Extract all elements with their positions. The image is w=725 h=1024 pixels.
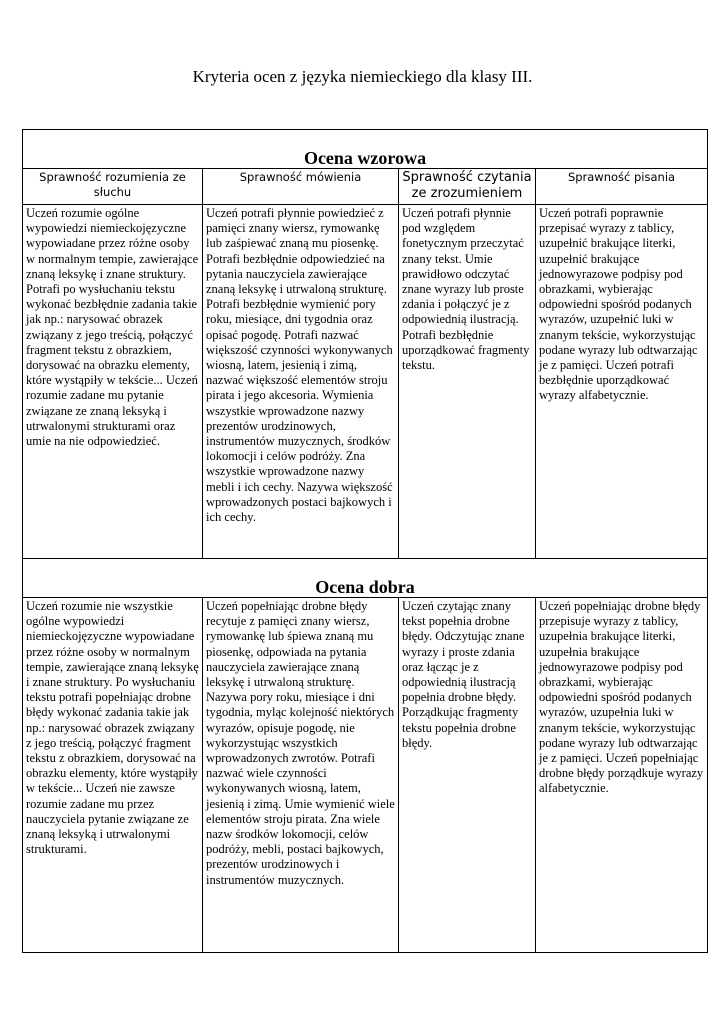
header-reading: Sprawność czytania ze zrozumieniem xyxy=(399,169,536,205)
table-cell: Uczeń czytając znany tekst popełnia drobne błędy. Odczytując znane wyrazy i proste zdania oraz łącząc je z odpowiednią ilustracją popełnia drobne błędy. Porządkując fragmenty tekstu popełnia drobne błędy. xyxy=(399,598,536,953)
section-row-excellent xyxy=(23,130,708,169)
header-row xyxy=(23,169,708,205)
table-row xyxy=(23,598,708,953)
table-cell: Uczeń popełniając drobne błędy recytuje z pamięci znany wiersz, rymowankę lub śpiewa znaną mu piosenkę, odpowiada na pytania nauczyciela zawierające znaną leksykę i utrwaloną strukturę. Nazywa pory roku, miesiące i dni tygodnia, myląc kolejność niektórych wyrazów, opisuje pogodę, nie wykorzystując wszystkich wprowadzonych zwrotów. Potrafi nazwać wiele czynności wykonywanych wiosną, latem, jesienią i zimą. Umie wymienić wiele elementów stroju pirata. Zna wiele nazw środków lokomocji, celów podróży, mebli, postaci bajkowych, prezentów urodzinowych i instrumentów muzycznych. xyxy=(203,598,399,953)
table-cell: Uczeń rozumie nie wszystkie ogólne wypowiedzi niemieckojęzyczne wypowiadane przez różne osoby w normalnym tempie, zawierające znaną leksykę i znane struktury. Po wysłuchaniu tekstu potrafi popełniając drobne błędy wykonać zadania takie jak np.: narysować obrazek związany z jego treścią, połączyć fragment tekstu z obrazkiem, dorysować na obrazku elementy, które wystąpiły w tekście... Uczeń nie zawsze rozumie zadane mu przez nauczyciela pytanie związane ze znaną leksyką i utrwalonymi strukturami. xyxy=(23,598,203,953)
page-title: Kryteria ocen z języka niemieckiego dla klasy III. xyxy=(192,67,533,86)
section-row-good xyxy=(23,559,708,598)
header-writing: Sprawność pisania xyxy=(536,169,708,205)
section-title: Ocena dobra xyxy=(23,559,708,598)
table-cell: Uczeń potrafi poprawnie przepisać wyrazy z tablicy, uzupełnić brakujące literki, uzupełnić brakujące jednowyrazowe podpisy pod obrazkami, wybierając odpowiedni spośród podanych wyrazów, uzupełnić luki w znanym tekście, wykorzystując podane wyrazy lub odtwarzając je z pamięci. Uczeń potrafi bezbłędnie uporządkować wyrazy alfabetycznie. xyxy=(536,205,708,559)
section-title: Ocena wzorowa xyxy=(23,130,708,169)
table-cell: Uczeń popełniając drobne błędy przepisuje wyrazy z tablicy, uzupełnia brakujące literki, uzupełnia brakujące jednowyrazowe podpisy pod obrazkami, wybierając odpowiedni spośród podanych wyrazów, uzupełnia luki w znanym tekście, wykorzystując podane wyrazy lub odtwarzając je z pamięci. Uczeń popełniając drobne błędy porządkuje wyrazy alfabetycznie. xyxy=(536,598,708,953)
table-row xyxy=(23,205,708,559)
table-cell: Uczeń rozumie ogólne wypowiedzi niemieckojęzyczne wypowiadane przez różne osoby w normalnym tempie, zawierające znaną leksykę i znane struktury. Potrafi po wysłuchaniu tekstu wykonać bezbłędnie zadania takie jak np.: narysować obrazek związany z jego treścią, połączyć fragment tekstu z obrazkiem, dorysować na obrazku elementy, które wystąpiły w tekście... Uczeń rozumie zadane mu pytanie związane ze znaną leksyką i utrwalonymi strukturami oraz umie na nie odpowiedzieć. xyxy=(23,205,203,559)
header-speaking: Sprawność mówienia xyxy=(203,169,399,205)
table-cell: Uczeń potrafi płynnie powiedzieć z pamięci znany wiersz, rymowankę lub zaśpiewać znaną mu piosenkę. Potrafi bezbłędnie odpowiedzieć na pytania nauczyciela zawierające znaną leksykę i utrwaloną strukturę. Potrafi bezbłędnie wymienić pory roku, miesiące, dni tygodnia oraz opisać pogodę. Potrafi nazwać większość czynności wykonywanych wiosną, latem, jesienią i zimą, nazwać większość elementów stroju pirata i jego akcesoria. Wymienia wszystkie wprowadzone nazwy prezentów urodzinowych, instrumentów muzycznych, środków lokomocji i celów podróży. Zna wszystkie wprowadzone nazwy mebli i ich cechy. Nazywa większość wprowadzonych postaci bajkowych i ich cechy. xyxy=(203,205,399,559)
table-cell: Uczeń potrafi płynnie pod względem fonetycznym przeczytać znany tekst. Umie prawidłowo odczytać znane wyrazy lub proste zdania i połączyć je z odpowiednią ilustracją. Potrafi bezbłędnie uporządkować fragmenty tekstu. xyxy=(399,205,536,559)
criteria-table xyxy=(22,129,708,953)
header-listening: Sprawność rozumienia ze słuchu xyxy=(23,169,203,205)
